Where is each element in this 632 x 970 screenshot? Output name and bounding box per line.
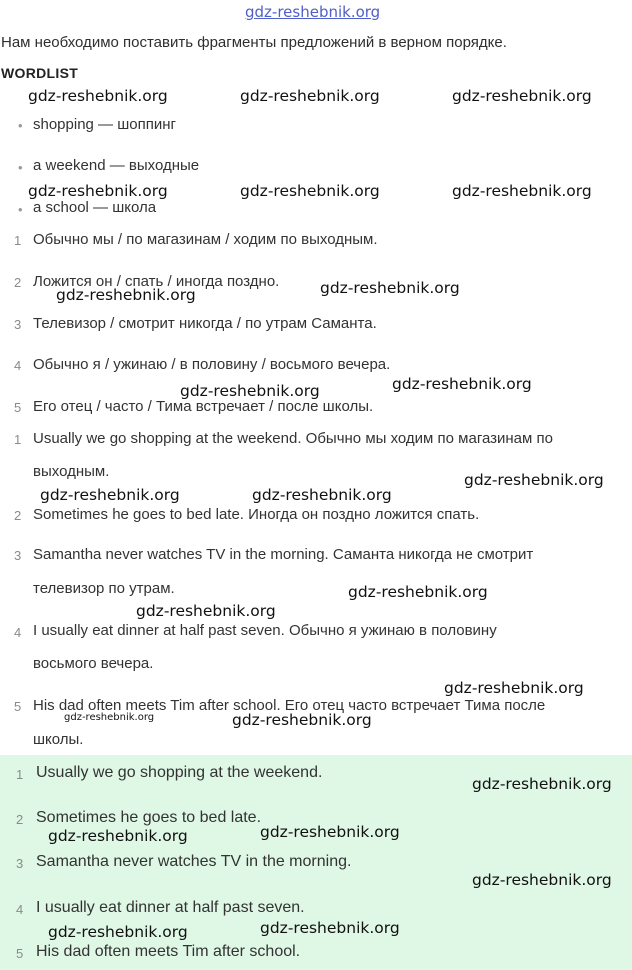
watermark-text: gdz-reshebnik.org — [240, 182, 380, 200]
watermark-text: gdz-reshebnik.org — [260, 919, 400, 937]
watermark-text: gdz-reshebnik.org — [48, 923, 188, 941]
watermark-text: gdz-reshebnik.org — [48, 827, 188, 845]
answer-text: Sometimes he goes to bed late. — [36, 809, 262, 826]
translation-line: I usually eat dinner at half past seven. Обычно я ужинаю в половину — [33, 622, 497, 639]
site-link[interactable]: gdz-reshebnik.org — [245, 3, 381, 21]
fragment-text: Обычно мы / по магазинам / ходим по выходным. — [33, 231, 378, 248]
translation-line: His dad often meets Tim after school. Его отец часто встречает Тима после — [33, 697, 546, 714]
watermark-text: gdz-reshebnik.org — [28, 87, 168, 105]
watermark-text: gdz-reshebnik.org — [136, 602, 276, 620]
wordlist-item: shopping — шоппинг — [33, 116, 176, 133]
fragment-text: Телевизор / смотрит никогда / по утрам Саманта. — [33, 315, 377, 332]
answer-number: 5 — [16, 946, 24, 961]
translation-line: восьмого вечера. — [33, 655, 154, 672]
wordlist-item: a school — школа — [33, 199, 157, 216]
answer-number: 3 — [16, 856, 24, 871]
translation-line: Usually we go shopping at the weekend. Обычно мы ходим по магазинам по — [33, 430, 553, 447]
watermark-text: gdz-reshebnik.org — [452, 87, 592, 105]
fragment-text: Ложится он / спать / иногда поздно. — [33, 273, 280, 290]
answer-text: Samantha never watches TV in the morning. — [36, 853, 352, 870]
watermark-text: gdz-reshebnik.org — [444, 679, 584, 697]
watermark-text: gdz-reshebnik.org — [232, 711, 372, 729]
fragment-number: 1 — [14, 233, 22, 248]
watermark-text: gdz-reshebnik.org — [260, 823, 400, 841]
translation-number: 2 — [14, 508, 22, 523]
answer-text: Usually we go shopping at the weekend. — [36, 764, 323, 781]
wordlist-item: a weekend — выходные — [33, 157, 200, 174]
watermark-text: gdz-reshebnik.org — [320, 279, 460, 297]
watermark-text: gdz-reshebnik.org — [252, 486, 392, 504]
watermark-text: gdz-reshebnik.org — [240, 87, 380, 105]
fragment-number: 2 — [14, 275, 22, 290]
watermark-text: gdz-reshebnik.org — [348, 583, 488, 601]
instruction-text: Нам необходимо поставить фрагменты предложений в верном порядке. — [1, 34, 507, 51]
watermark-text: gdz-reshebnik.org — [472, 871, 612, 889]
translation-number: 5 — [14, 699, 22, 714]
watermark-text: gdz-reshebnik.org — [40, 486, 180, 504]
watermark-text: gdz-reshebnik.org — [464, 471, 604, 489]
answer-number: 4 — [16, 902, 24, 917]
watermark-text: gdz-reshebnik.org — [452, 182, 592, 200]
fragment-text: Обычно я / ужинаю / в половину / восьмого вечера. — [33, 356, 391, 373]
translation-line: телевизор по утрам. — [33, 580, 175, 597]
bullet-icon: • — [18, 202, 23, 217]
watermark-text: gdz-reshebnik.org — [392, 375, 532, 393]
translation-line: Sometimes he goes to bed late. Иногда он поздно ложится спать. — [33, 506, 480, 523]
watermark-text: gdz-reshebnik.org — [180, 382, 320, 400]
bullet-icon: • — [18, 118, 23, 133]
translation-number: 3 — [14, 548, 22, 563]
translation-number: 1 — [14, 432, 22, 447]
translation-line: школы. — [33, 731, 84, 748]
answer-text: I usually eat dinner at half past seven. — [36, 899, 305, 916]
watermark-text: gdz-reshebnik.org — [472, 775, 612, 793]
translation-line: выходным. — [33, 463, 110, 480]
translation-line: Samantha never watches TV in the morning. Саманта никогда не смотрит — [33, 546, 534, 563]
answer-number: 1 — [16, 767, 24, 782]
answer-number: 2 — [16, 812, 24, 827]
bullet-icon: • — [18, 160, 23, 175]
fragment-number: 3 — [14, 317, 22, 332]
fragment-number: 4 — [14, 358, 22, 373]
translation-number: 4 — [14, 625, 22, 640]
wordlist-title: WORDLIST — [1, 65, 79, 81]
fragment-text: Его отец / часто / Тима встречает / после школы. — [33, 398, 374, 415]
watermark-text: gdz-reshebnik.org — [56, 286, 196, 304]
watermark-text: gdz-reshebnik.org — [64, 712, 155, 723]
fragment-number: 5 — [14, 400, 22, 415]
answer-text: His dad often meets Tim after school. — [36, 943, 301, 960]
watermark-text: gdz-reshebnik.org — [28, 182, 168, 200]
